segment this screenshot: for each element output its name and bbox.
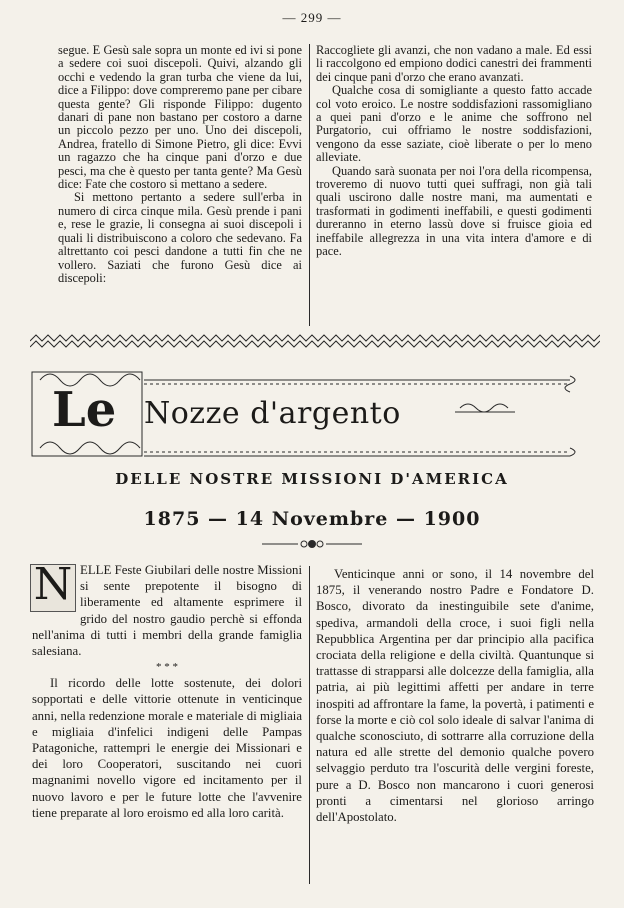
section-stars: * * *: [156, 661, 178, 674]
top-right-paragraph: Qualche cosa di somigliante a questo fatto accade col voto eroico. Le nostre soddisfazioni rassomigliano a quei pani d'orzo e le anime che soffrono nel Purgatorio, cui offriamo le nostre soddisfazioni, vengono da esse saziate, cioè liberate o per lo meno alleviate.: [316, 83, 592, 165]
top-right-paragraph: Quando sarà suonata per noi l'ora della ricompensa, troveremo di nuovo tutti quei suffragi, non già tali quali uscirono dalle nostre mani, ma aumentati e trasformati in godimenti ineffabili, e questi godimenti dureranno in eterno lassù dove si fruisce gioia ed ineffabile allegrezza in una vita intera d'amore e di pace.: [316, 163, 592, 259]
article-right-paragraph: Venticinque anni or sono, il 14 novembre del 1875, il venerando nostro Padre e Fondatore D. Bosco, divorato da inestinguibile sete d'anime, spediva, armandoli della croce, i suoi figli nella Repubblica Argentina per dar principio alla pacifica crociata della religione e della civiltà. Quantunque si trattasse di strapparsi alle dolcezze della famiglia, alla patria, ai più legittimi affetti per andare in terre inospiti ad affrontare la fame, la povertà, i patimenti e forse la morte e ciò col solo ideale di salvar l'anima di qualche sconosciuto, di sottrarre alla corruzione della natura ed alle strette del demonio qualche povero selvaggio perduto tra l'oscurità delle vergini foreste, pure a D. Bosco non mancarono i cuori generosi pronti a cimentarsi nel glorioso arringo dell'Apostolato.: [316, 567, 594, 825]
article-subtitle: DELLE NOSTRE MISSIONI D'AMERICA: [115, 470, 509, 488]
top-left-paragraph: Si mettono pertanto a sedere sull'erba in numero di circa cinque mila. Gesù prende i pani e, rese le grazie, li consegna ai suoi discepoli i quali li distribuiscono a coloro che sedevano. Fa altrettanto coi pesci dandone a tutti fin che ne vollero. Saziati che furono Gesù dice ai discepoli:: [58, 190, 302, 285]
title-initial: Le: [52, 382, 117, 438]
column-divider: [309, 44, 310, 326]
divider-ornament: [262, 538, 362, 550]
article-opening-paragraph: ELLE Feste Giubilari delle nostre Missioni si sente prepotente il bisogno di liberamente ed altamente esprimere il grido del nostro gaudio perchè si effonda nell'anima di tutti i membri della grande famiglia salesiana.: [32, 563, 302, 659]
zigzag-border-top: [30, 334, 600, 348]
top-right-paragraph: Raccogliete gli avanzi, che non vadano a male. Ed essi li raccolgono ed empiono dodici canestri dei frammenti dei cinque pani d'orzo che erano avanzati.: [316, 43, 592, 84]
page-number: — 299 —: [282, 10, 342, 25]
article-left-paragraph: Il ricordo delle lotte sostenute, dei dolori sopportati e delle vittorie ottenute in venticinque anni, nella redenzione morale e materiale di migliaia e migliaia d'infelici indigeni delle Pampas Patagoniche, rattempri le energie dei Missionari e dei loro Cooperatori, suscitando nei cuori magnanimi novello vigore ed incitamento per il nuovo lavoro e per le future lotte che l'avvenire tiene preparate al loro eroismo ed alla loro carità.: [32, 676, 302, 820]
article-left-column: [32, 559, 302, 821]
dropcap-initial: N: [30, 564, 76, 612]
top-left-column: [58, 44, 302, 285]
article-title: Nozze d'argento: [144, 396, 401, 431]
article-right-column: [316, 566, 594, 825]
column-divider-lower: [309, 566, 310, 884]
top-right-column: [316, 44, 592, 259]
article-date-line: 1875 — 14 Novembre — 1900: [143, 508, 481, 530]
top-left-paragraph: segue. E Gesù sale sopra un monte ed ivi si pone a sedere coi suoi discepoli. Quivi, alzando gli occhi e vedendo la gran turba che viene da lui, dice a Filippo: dove compreremo pane per cibare questa gente? Gli risponde Filippo: dugento danari di pane non bastano per costoro a darne un piccolo pezzo per uno. Uno dei discepoli, Andrea, fratello di Simone Pietro, gli dice: Evvi un ragazzo che ha cinque pani d'orzo e due pesci, ma che è questo per tanta gente? Ma Gesù dice: Fate che costoro si mettano a sedere.: [58, 43, 302, 192]
